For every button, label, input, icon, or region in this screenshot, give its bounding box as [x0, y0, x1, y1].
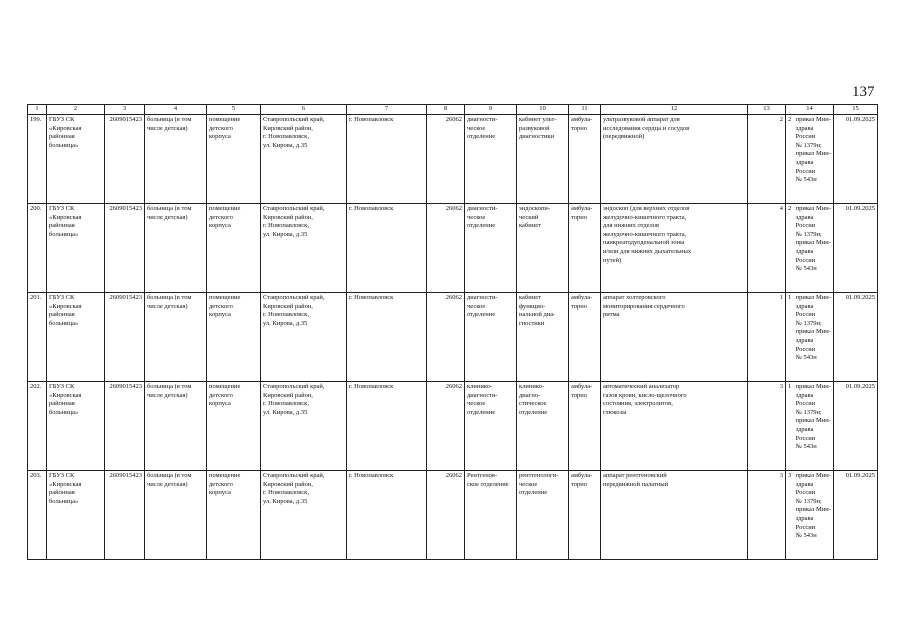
organization-cell: ГБУЗ СК «Кировская районная больница»: [47, 115, 105, 204]
available-quantity: 2: [788, 116, 792, 123]
organization-cell: ГБУЗ СК «Кировская районная больница»: [47, 471, 105, 560]
settlement-cell: г. Новопавловск: [347, 382, 427, 471]
column-number: 11: [569, 105, 601, 115]
facility-type-cell: больница (в том числе детская): [145, 382, 207, 471]
table-body: [28, 115, 878, 560]
settlement-cell: г. Новопавловск: [347, 293, 427, 382]
table-row: [28, 382, 878, 471]
row-number: 201.: [28, 293, 47, 382]
row-number: 199.: [28, 115, 47, 204]
column-number: 8: [427, 105, 465, 115]
order-cell: [786, 115, 834, 204]
required-quantity-cell: 3: [748, 471, 786, 560]
code-cell: 26062: [427, 115, 465, 204]
inn-cell: 2609015423: [105, 293, 145, 382]
cabinet-cell: кабинет ульт- развуковой диагностики: [517, 115, 569, 204]
care-form-cell: амбула- торно: [569, 471, 601, 560]
premises-cell: помещение детского корпуса: [207, 204, 261, 293]
settlement-cell: г. Новопавловск: [347, 115, 427, 204]
facility-type-cell: больница (в том числе детская): [145, 293, 207, 382]
date-cell: 01.09.2025: [834, 293, 878, 382]
equipment-cell: аппарат рентгеновский передвижной палатный: [601, 471, 748, 560]
table-row: [28, 115, 878, 204]
settlement-cell: г. Новопавловск: [347, 471, 427, 560]
equipment-cell: эндоскоп (для верхних отделов желудочно-кишечного тракта, для нижних отделов желудочно-кишечного тракта, панкреатодуоденальной зоны и/или для нижних дыхательных путей): [601, 204, 748, 293]
care-form-cell: амбула- торно: [569, 382, 601, 471]
available-quantity: 1: [788, 383, 792, 390]
order-cell: [786, 471, 834, 560]
facility-type-cell: больница (в том числе детская): [145, 115, 207, 204]
care-form-cell: амбула- торно: [569, 204, 601, 293]
cabinet-cell: эндоскопи- ческий кабинет: [517, 204, 569, 293]
column-number: 1: [28, 105, 47, 115]
facility-type-cell: больница (в том числе детская): [145, 471, 207, 560]
premises-cell: помещение детского корпуса: [207, 382, 261, 471]
cabinet-cell: кабинет функцио- нальной диа- гностики: [517, 293, 569, 382]
organization-cell: ГБУЗ СК «Кировская районная больница»: [47, 204, 105, 293]
available-quantity: 1: [788, 294, 792, 301]
row-number: 200.: [28, 204, 47, 293]
order-text: приказ Мин- здрава России № 1379н; приказ Мин- здрава России № 543н: [795, 116, 831, 184]
column-number: 13: [748, 105, 786, 115]
date-cell: 01.09.2025: [834, 115, 878, 204]
required-quantity-cell: 2: [748, 115, 786, 204]
address-cell: Ставропольский край, Кировский район, г. Новопавловск, ул. Кирова, д.35: [261, 382, 347, 471]
care-form-cell: амбула- торно: [569, 115, 601, 204]
column-number: 10: [517, 105, 569, 115]
address-cell: Ставропольский край, Кировский район, г. Новопавловск, ул. Кирова, д.35: [261, 115, 347, 204]
required-quantity-cell: 4: [748, 204, 786, 293]
column-number: 3: [105, 105, 145, 115]
code-cell: 26062: [427, 293, 465, 382]
address-cell: Ставропольский край, Кировский район, г. Новопавловск, ул. Кирова, д.35: [261, 471, 347, 560]
date-cell: 01.09.2025: [834, 471, 878, 560]
table-row: [28, 293, 878, 382]
cabinet-cell: рентгенологи- ческое отделение: [517, 471, 569, 560]
column-number: 14: [786, 105, 834, 115]
department-cell: диагности- ческое отделение: [465, 293, 517, 382]
address-cell: Ставропольский край, Кировский район, г. Новопавловск, ул. Кирова, д.35: [261, 204, 347, 293]
column-number: 12: [601, 105, 748, 115]
equipment-cell: автоматический анализатор газов крови, кисло-щелочного состояния, электролитов, глюкозы: [601, 382, 748, 471]
required-quantity-cell: 1: [748, 293, 786, 382]
row-number: 202.: [28, 382, 47, 471]
required-quantity-cell: 3: [748, 382, 786, 471]
column-number: 9: [465, 105, 517, 115]
address-cell: Ставропольский край, Кировский район, г. Новопавловск, ул. Кирова, д.35: [261, 293, 347, 382]
equipment-cell: аппарат холтеровского мониторирования сердечного ритма: [601, 293, 748, 382]
equipment-cell: ультразвуковой аппарат для исследования сердца и сосудов (передвижной): [601, 115, 748, 204]
settlement-cell: г. Новопавловск: [347, 204, 427, 293]
table-row: [28, 204, 878, 293]
order-text: приказ Мин- здрава России № 1379н; приказ Мин- здрава России № 543н: [795, 294, 831, 362]
order-text: приказ Мин- здрава России № 1379н; приказ Мин- здрава России № 543н: [795, 205, 831, 273]
inn-cell: 2609015423: [105, 382, 145, 471]
department-cell: клинико- диагности- ческое отделение: [465, 382, 517, 471]
inn-cell: 2609015423: [105, 204, 145, 293]
order-text: приказ Мин- здрава России № 1379н; приказ Мин- здрава России № 543н: [795, 383, 831, 451]
column-number: 7: [347, 105, 427, 115]
code-cell: 26062: [427, 204, 465, 293]
department-cell: диагности- ческое отделение: [465, 204, 517, 293]
code-cell: 26062: [427, 382, 465, 471]
department-cell: диагности- ческое отделение: [465, 115, 517, 204]
column-number: 6: [261, 105, 347, 115]
order-text: приказ Мин- здрава России № 1379н; приказ Мин- здрава России № 543н: [795, 472, 831, 540]
code-cell: 26062: [427, 471, 465, 560]
date-cell: 01.09.2025: [834, 382, 878, 471]
order-cell: [786, 204, 834, 293]
row-number: 203.: [28, 471, 47, 560]
organization-cell: ГБУЗ СК «Кировская районная больница»: [47, 293, 105, 382]
column-number: 5: [207, 105, 261, 115]
inn-cell: 2609015423: [105, 115, 145, 204]
cabinet-cell: клинико- диагно- стическое отделение: [517, 382, 569, 471]
equipment-table: [27, 104, 878, 560]
inn-cell: 2609015423: [105, 471, 145, 560]
column-number: 15: [834, 105, 878, 115]
premises-cell: помещение детского корпуса: [207, 293, 261, 382]
care-form-cell: амбула- торно: [569, 293, 601, 382]
page-number: 137: [852, 84, 875, 100]
column-number: 2: [47, 105, 105, 115]
department-cell: Рентгенов- ское отделение: [465, 471, 517, 560]
premises-cell: помещение детского корпуса: [207, 471, 261, 560]
available-quantity: 3: [788, 472, 792, 479]
facility-type-cell: больница (в том числе детская): [145, 204, 207, 293]
column-number: 4: [145, 105, 207, 115]
organization-cell: ГБУЗ СК «Кировская районная больница»: [47, 382, 105, 471]
column-number-row: [28, 105, 878, 115]
order-cell: [786, 382, 834, 471]
table-row: [28, 471, 878, 560]
available-quantity: 2: [788, 205, 792, 212]
date-cell: 01.09.2025: [834, 204, 878, 293]
premises-cell: помещение детского корпуса: [207, 115, 261, 204]
order-cell: [786, 293, 834, 382]
